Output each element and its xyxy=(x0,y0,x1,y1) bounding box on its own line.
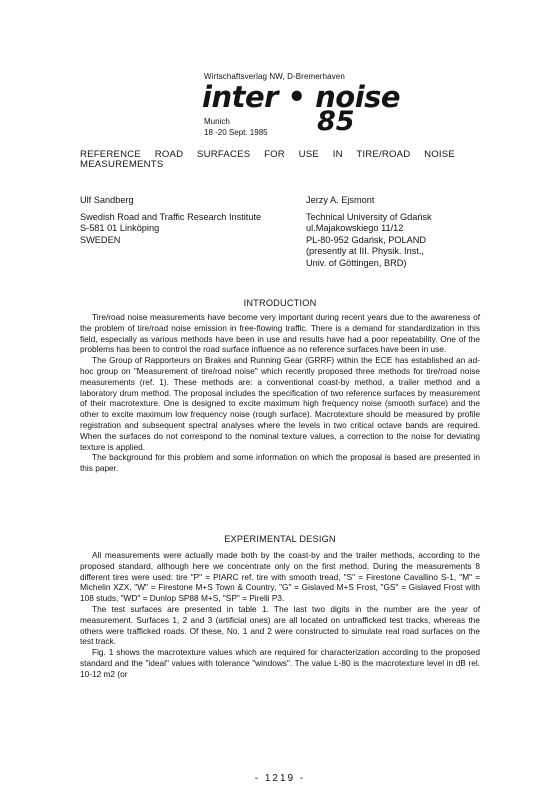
affiliation-line: ul.Majakowskiego 11/12 xyxy=(306,223,404,233)
paragraph: The test surfaces are presented in table 1. The last two digits in the number are the year of measurement. Surfaces 1, 2 and 3 (artificial ones) are all located on untrafficked test tracks, whereas the others were trafficked roads. Of these, No. 1 and 2 were constructed to simulate real road surfaces on the test track. xyxy=(80,603,480,647)
publisher-line: Wirtschaftsverlag NW, D-Bremerhaven xyxy=(204,72,345,81)
author-block xyxy=(306,195,496,269)
author-name: Ulf Sandberg xyxy=(80,195,134,205)
conference-logo: inter • noise xyxy=(202,80,401,114)
paragraph: The background for this problem and some information on which the proposal is based are presented in this paper. xyxy=(80,452,480,474)
affiliation-line: S-581 01 Linköping xyxy=(80,223,160,233)
author-affiliation xyxy=(80,212,300,247)
affiliation-line: (presently at III. Physik. Inst., xyxy=(306,246,424,256)
introduction-body xyxy=(80,312,480,474)
paragraph: The Group of Rapporteurs on Brakes and Running Gear (GRRF) within the ECE has established an ad-hoc group on "Measurement of tire/road noise" which recently proposed three methods for tire/road noise measurements (ref. 1). These methods are: a conventional coast-by method, a trailer method and a laboratory drum method. The proposal includes the specification of two reference surfaces by measurement of their macrotexture. One is designed to excite maximum high frequency noise (smooth surface) and the other to excite maximum low frequency noise (rough surface). Macrotexture should be measured by profile registration and subsequent spectral analyses where the levels in two critical octave bands are required. When the surfaces do not correspond to the nominal texture values, a correction to the noise for deviating texture is applied. xyxy=(80,355,480,452)
author-affiliation xyxy=(306,212,496,270)
author-block xyxy=(80,195,300,246)
paragraph: All measurements were actually made both by the coast-by and the trailer methods, according to the proposed standard, although here we concentrate only on the first method. During the measurements 8 different tires were used: tire "P" = PIARC ref. tire with smooth tread, "S" = Firestone Cavallino S-1, "M" = Michelin XZX, "W" = Firestone M+S Town & Country, "G" = Gislaved M+S Frost, "GS" = Gislaved Frost with 108 studs, "WD" = Dunlop SP88 M+S, "SP" = Pirelli P3. xyxy=(80,550,480,604)
paragraph: Tire/road noise measurements have become very important during recent years due to the awareness of the problem of tire/road noise emission in free-flowing traffic. There is a demand for standardization in this field, especially as various methods have been in use and results have had a poor repeatability. One of the problems has been to control the road surface influence as no reference surfaces have been in use. xyxy=(80,312,480,355)
conference-dates: 18 -20 Sept. 1985 xyxy=(204,128,268,137)
section-heading-experimental-design: EXPERIMENTAL DESIGN xyxy=(224,534,336,544)
experimental-design-body xyxy=(80,550,480,680)
affiliation-line: Technical University of Gdańsk xyxy=(306,211,432,222)
author-name: Jerzy A. Ejsmont xyxy=(306,195,375,205)
section-heading-introduction: INTRODUCTION xyxy=(243,298,317,308)
conference-year-number: 85 xyxy=(317,106,355,137)
affiliation-line: Univ. of Göttingen, BRD) xyxy=(306,257,407,268)
conference-city: Munich xyxy=(204,117,230,126)
paper-title: REFERENCE ROAD SURFACES FOR USE IN TIRE/ROAD NOISE MEASUREMENTS xyxy=(80,149,455,170)
page-number: - 1219 - xyxy=(254,773,306,784)
affiliation-line: Swedish Road and Traffic Research Institute xyxy=(80,211,262,222)
affiliation-line: SWEDEN xyxy=(80,234,121,245)
paragraph: Fig. 1 shows the macrotexture values which are required for characterization according to the proposed standard and the "ideal" values with tolerance "windows". The value L-80 is the macrotexture level in dB rel. 10-12 m2 (or xyxy=(80,647,480,679)
affiliation-line: PL-80-952 Gdańsk, POLAND xyxy=(306,234,427,245)
